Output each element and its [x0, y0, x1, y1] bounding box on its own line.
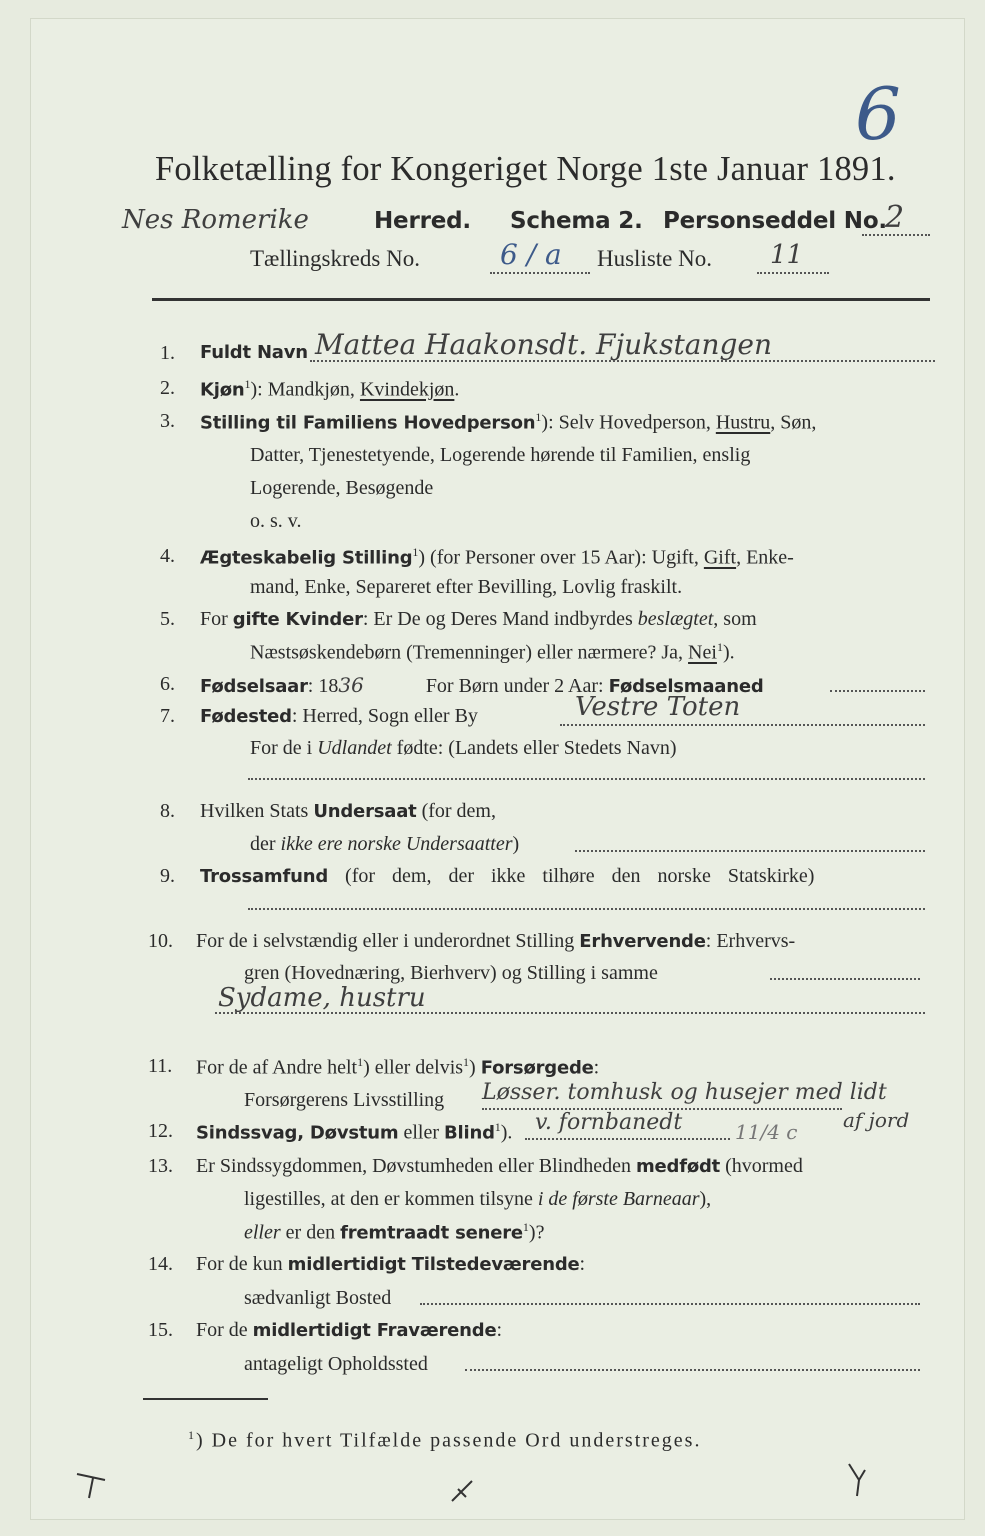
q4-line2: mand, Enke, Separeret efter Bevilling, Lovlig fraskilt. [250, 576, 683, 598]
q2-line: Kjøn$^1$): Mandkjøn, Kvindekjøn. [200, 377, 460, 401]
item-number: 7. [160, 705, 175, 727]
q5-line1: For gifte Kvinder: Er De og Deres Mand indbyrdes beslægtet, som [200, 608, 757, 630]
page-title: Folketælling for Kongeriget Norge 1ste Januar 1891. [155, 150, 896, 188]
item-number: 9. [160, 865, 175, 887]
q11-answer-cont: af jord [843, 1108, 910, 1132]
q10-line1: For de i selvstændig eller i underordnet Stilling Erhvervende: Erhvervs- [196, 930, 796, 952]
center-mark [448, 1475, 478, 1505]
item-number: 10. [148, 930, 173, 952]
q11-answer: Løsser. tomhusk og husejer med lidt [482, 1080, 887, 1105]
q10-line2: gren (Hovednæring, Bierhverv) og Stilling i samme [244, 962, 658, 984]
item-number: 13. [148, 1155, 173, 1177]
q15-line1: For de midlertidigt Fraværende: [196, 1319, 503, 1341]
q11-line1: For de af Andre helt$^1$) eller delvis$^1$) Forsørgede: [196, 1055, 600, 1079]
q10-answer: Sydame, hustru [218, 983, 426, 1013]
q5-line2: Næstsøskendebørn (Tremenninger) eller nærmere? Ja, Nei$^1$). [250, 640, 735, 664]
item-number: 14. [148, 1253, 173, 1275]
schema-label: Schema 2. [510, 208, 643, 234]
q6-line: Fødselsaar: 1836 For Børn under 2 Aar: Fødselsmaaned [200, 673, 764, 697]
q14-line2: sædvanligt Bosted [244, 1287, 392, 1309]
q3-line1: Stilling til Familiens Hovedperson$^1$): Selv Hovedperson, Hustru, Søn, [200, 410, 817, 434]
q1-answer: Mattea Haakonsdt. Fjukstangen [315, 328, 773, 361]
q12-answer: v. fornbanedt [535, 1110, 683, 1135]
item-number: 4. [160, 545, 175, 567]
item-number: 8. [160, 800, 175, 822]
corner-mark [845, 1460, 875, 1500]
item-number: 3. [160, 410, 175, 432]
q13-line3: eller er den fremtraadt senere$^1$)? [244, 1220, 545, 1244]
header-rule [152, 298, 930, 301]
q12-line: Sindssvag, Døvstum eller Blind$^1$). [196, 1120, 513, 1144]
q7-line1: Fødested: Herred, Sogn eller By [200, 705, 478, 727]
item-number: 11. [148, 1055, 173, 1077]
herred-handwritten: Nes Romerike [122, 205, 309, 235]
personseddel-number: 2 [885, 200, 905, 235]
q1-label: Fuldt Navn [200, 342, 308, 363]
footnote-rule [143, 1398, 268, 1400]
kreds-number: 6 / a [500, 238, 562, 271]
q8-line2: der ikke ere norske Undersaatter) [250, 833, 520, 855]
q4-line1: Ægteskabelig Stilling$^1$) (for Personer over 15 Aar): Ugift, Gift, Enke- [200, 545, 794, 569]
item-number: 6. [160, 673, 175, 695]
q13-line2: ligestilles, at den er kommen tilsyne i de første Barneaar), [244, 1188, 712, 1210]
q14-line1: For de kun midlertidigt Tilstedeværende: [196, 1253, 586, 1275]
corner-mark [75, 1470, 115, 1500]
q7-answer: Vestre Toten [575, 692, 741, 722]
q13-line1: Er Sindssygdommen, Døvstumheden eller Blindheden medfødt (hvormed [196, 1155, 803, 1177]
item-number: 5. [160, 608, 175, 630]
q3-line4: o. s. v. [250, 510, 302, 532]
kreds-label: Tællingskreds No. [250, 246, 420, 271]
q7-line2: For de i Udlandet fødte: (Landets eller Stedets Navn) [250, 737, 677, 759]
footnote: $^1$) De for hvert Tilfælde passende Ord understreges. [188, 1428, 702, 1452]
item-number: 2. [160, 377, 175, 399]
q12-note: 11/4 c [735, 1120, 798, 1144]
item-number: 12. [148, 1120, 173, 1142]
husliste-label: Husliste No. [597, 246, 712, 271]
page-number: 6 [855, 72, 901, 156]
q3-line3: Logerende, Besøgende [250, 477, 434, 499]
q9-line: Trossamfund (for dem, der ikke tilhøre den norske Statskirke) [200, 865, 815, 887]
item-number: 15. [148, 1319, 173, 1341]
husliste-number: 11 [770, 240, 804, 270]
q11-line2: Forsørgerens Livsstilling [244, 1089, 445, 1111]
herred-label: Herred. [374, 208, 471, 234]
item-number: 1. [160, 342, 175, 364]
census-form-page [30, 18, 965, 1520]
personseddel-label: Personseddel No. [663, 208, 887, 234]
q8-line1: Hvilken Stats Undersaat (for dem, [200, 800, 496, 822]
q15-line2: antageligt Opholdssted [244, 1353, 428, 1375]
q3-line2: Datter, Tjenestetyende, Logerende hørende til Familien, enslig [250, 444, 751, 466]
